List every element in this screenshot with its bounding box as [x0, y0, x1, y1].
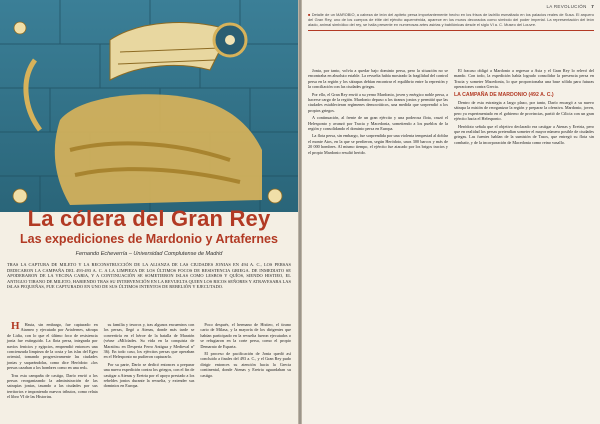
left-page [0, 0, 298, 424]
section-heading: LA CAMPAÑA DE MARDONIO (492 A. C.) [454, 91, 554, 98]
paragraph: H Hasta, sin embargo, fue capturado en Atarneo y ejecutado por Artafernes, sátrapa de Lidia, con lo que el último foco de resistencia jonia fue extinguido. La flota persa, integrada por navíos fenicios y egipcios, emprendió entonces una concienzuda limpieza de la costa y las islas del Egeo oriental, tomando progresivamente las ciudades jonias y saqueándolas, como dice Heródoto: «los persas cazaban a los hombres como en una red». [7, 320, 98, 371]
paragraph: Por su parte, Darío se dedicó entonces a preparar una nueva expedición contra los griegos, con el fin de castigar a Atenas y Eretria por el apoyo prestado a los rebeldes jonios durante la revuelta, y extender sus dominios en Europa. [103, 361, 195, 389]
paragraph: La flota persa, sin embargo, fue sorprendida por una violenta tempestad al doblar el monte Atos, en la que se perdieron, según Heródoto, unos 300 barcos y más de 20 000 hombres. Al mismo tiempo, el ejército fue atacado por los brigos tracios y el propio Mardonio resultó herido. [308, 133, 448, 155]
left-column-2 [104, 322, 195, 402]
paragraph: El proceso de pacificación de Jonia quedó así concluido a finales del 493 a. C., y el Gran Rey pudo dirigir entonces su atención hacia la Grecia continental, donde Atenas y Eretria aguardaban su castigo. [200, 351, 292, 378]
right-body-columns [308, 68, 594, 157]
right-column-2 [454, 68, 594, 157]
article-title-block [0, 206, 298, 257]
drop-cap: H [11, 320, 20, 332]
article-lead: TRAS LA CAPTURA DE MILETO Y LA RECONSTRUCCIÓN DE LA ALIANZA DE LAS CIUDADES JONIAS EN 494 A. C., LOS PERSAS DEDICARON LA CAMPAÑA DEL 493-493 A. C. A LA LIMPIEZA DE LOS ÚLTIMOS FOCOS DE RESISTENCIA GRIEGA. DE INMEDIATO SE APODERARON DE LA VECINA CARIA, Y A CONTINUACIÓN SE SOMETIERON ISLAS COMO LESBOS Y QUÍOS, SIENDO HISTIEO, EL ANTIGUO TIRANO DE MILETO, HABIENDO TRAS SU INTERVENCIÓN EN LA REVUELTA QUIEN LOS RICOS SEÑORES Y ATRAVESABA LAS ISLAS PEQUEÑAS, FUE CAPTURADO EN UNO DE SUS ÚLTIMOS INTENTOS DE REBELIÓN Y EJECUTADO. [7, 262, 291, 290]
right-page [302, 0, 600, 424]
bullet-icon: ■ [308, 12, 312, 17]
paragraph: Dentro de esta estrategia a largo plazo, por tanto, Darío encargó a su nuevo sátrapa la misión de reorganizar la región y preparar la ofensiva. Mardonio, joven, pero ya experimentado en el gobierno de provincias, partió de Cilicia con un gran ejército hacia el Helesponto. [454, 100, 594, 122]
paragraph: El fracaso obligó a Mardonio a regresar a Asia y el Gran Rey lo relevó del mando. Con todo, la expedición había logrado consolidar la presencia persa en Tracia y someter Macedonia, lo que proporcionaba una base sólida para futuras operaciones contra Grecia. [454, 68, 594, 90]
page-number: 7 [591, 4, 594, 9]
running-head-text: LA REVOLUCIÓN [546, 4, 587, 9]
left-column-1 [7, 322, 98, 402]
paragraph: Jonia, por tanto, volvía a quedar bajo dominio persa, pero la situación no se encontraba en absoluto estable. La revuelta había mostrado la fragilidad del control persa en la región y los sátrapas debían encontrar el equilibrio entre la represión y la conciliación con las ciudades griegas. [308, 68, 448, 90]
article-subtitle: Las expediciones de Mardonio y Artafernes [20, 232, 278, 246]
paragraph: su familia y tesoros y, tras algunos encuentros con los persas, llegó a Atenas, donde más tarde se convertiría en el héroe de la batalla de Maratón (véase «Milcíades. Su vida en la conquista de Maratón» en Desperta Ferro Antigua y Medieval nº 36). En todo caso, los ejércitos persas que operaban en el Helesponto no pudieron capturarlo. [103, 322, 195, 360]
right-column-1 [308, 68, 448, 157]
article-title: La cólera del Gran Rey [27, 206, 271, 231]
glazed-brick-relief-image [0, 0, 298, 212]
paragraph: A continuación, al frente de un gran ejército y una poderosa flota, cruzó el Helesponto y avanzó por Tracia y Macedonia, sometiendo a los pueblos de la región y consolidando el dominio persa en Europa. [308, 115, 448, 132]
article-author: Fernando Echeverría – Universidad Complutense de Madrid [75, 251, 223, 257]
running-head [546, 4, 594, 9]
caption-text: Detalle de un MAROBIO, a cabeza de león del apíteto persa importantemente hecho en los frisos de ladrillo esmaltado en los palacios reales de Susa. El arquero del Gran Rey, uno de los cuerpos de élite del ejército aqueménida, aparece en los muros decorados como símbolo del poder imperial. La representación del león alado, animal simbólico del rey, se halla presente en numerosas artes asirias y babilónicas desde el siglo VI a. C. Museo del Louvre. [308, 12, 594, 27]
left-column-3 [200, 322, 291, 402]
paragraph: Por ello, el Gran Rey envió a su yerno Mardonio, joven y enérgico noble persa, a hacerse cargo de la región. Mardonio depuso a los tiranos jonios y permitió que las ciudades establecieran regímenes democráticos, una medida que sorprendió a los propios griegos. [308, 91, 448, 113]
image-caption [308, 12, 594, 31]
brick-relief-illustration [0, 0, 298, 212]
paragraph: Poco después, el hermano de Histieo, el tirano cario de Milasa, y la mayoría de los dirigentes que habían participado en la revuelta fueron ejecutados o se refugiaron en la corte persa, como el propio Demarato de Esparta. [200, 322, 292, 349]
paragraph: Tras esta campaña de castigo, Darío envió a los persas reorganizando la administración de las satrapías jonias, tasando a las ciudades por sus territorios e imponiendo nuevos tributos, como relata el libro VI de las Historias. [7, 372, 98, 400]
paragraph: Heródoto señala que el objetivo declarado era castigar a Atenas y Eretria, pero que en realidad los persas pretendían someter el mayor número posible de ciudades griegas. Las fuentes hablan de la sumisión de Tasos, que entregó su flota sin combatir, y de la incorporación de Macedonia como reino vasallo. [454, 123, 594, 145]
left-body-columns [7, 322, 291, 402]
